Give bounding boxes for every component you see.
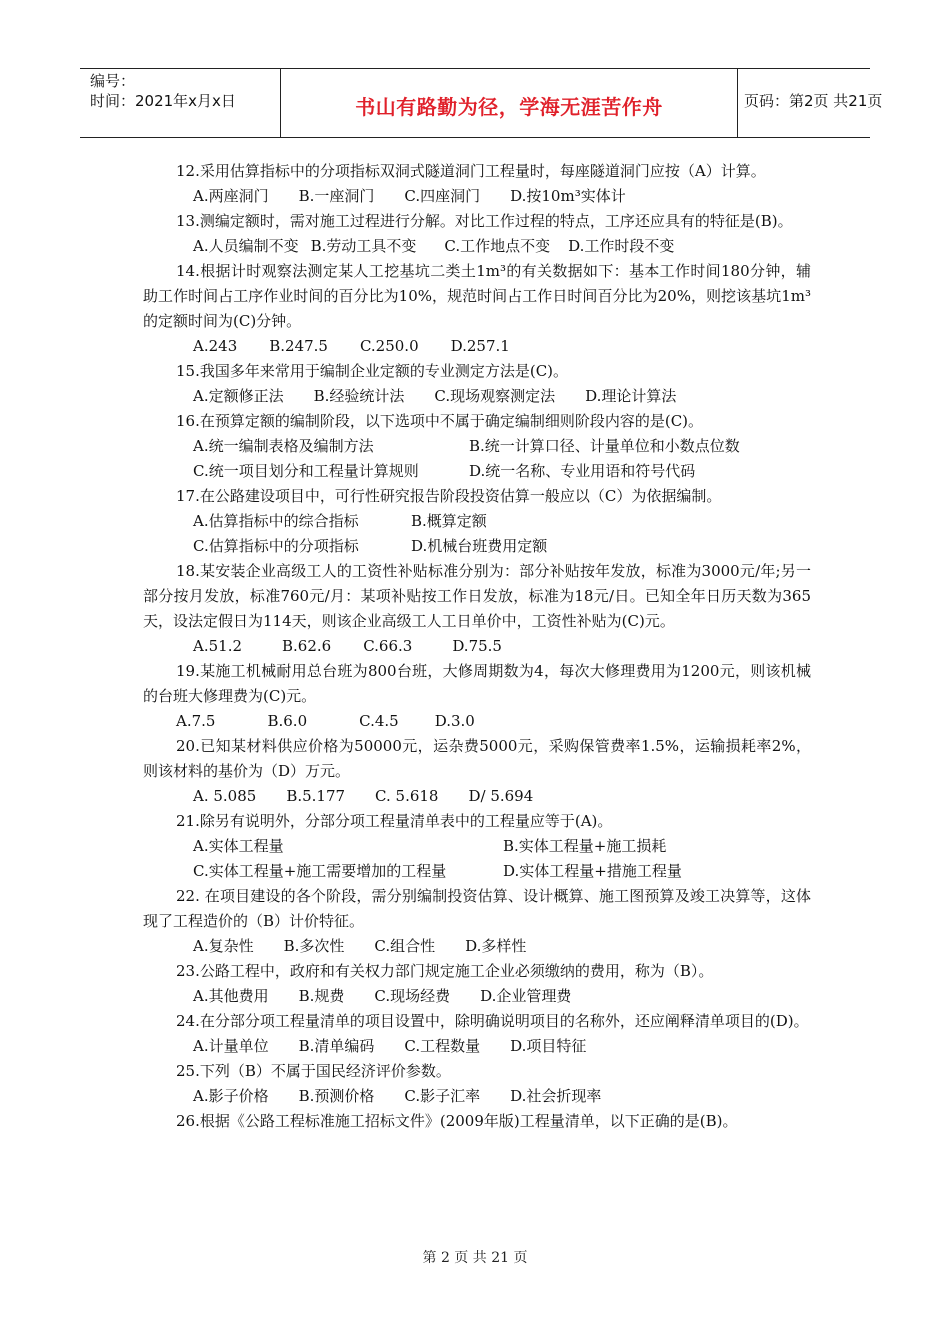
option: D.理论计算法 [585,387,677,405]
option: B.实体工程量+施工损耗 [503,837,667,855]
options-15 [143,384,811,409]
option: A.统一编制表格及编制方法 [193,437,374,455]
question-13: 13.测编定额时，需对施工过程进行分解。对比工作过程的特点，工序还应具有的特征是(B)。 [176,212,793,230]
option: A.实体工程量 [193,837,284,855]
page-header [80,68,883,138]
options-16-row1 [143,434,811,459]
option: B.统一计算口径、计量单位和小数点位数 [469,437,740,455]
option: A.51.2 [193,637,242,655]
motto: 书山有路勤为径，学海无涯苦作舟 [355,95,663,119]
question-25: 25.下列（B）不属于国民经济评价参数。 [176,1062,451,1080]
option: C.250.0 [359,337,419,355]
question-16: 16.在预算定额的编制阶段，以下选项中不属于确定编制细则阶段内容的是(C)。 [176,412,704,430]
option: A.影子价格 [193,1087,269,1105]
question-14: 14.根据计时观察法测定某人工挖基坑二类土1m³的有关数据如下：基本工作时间180分钟，辅助工作时间占工序作业时间的百分比为10%，规范时间占工作日时间百分比为20%，则挖该基坑1m³的定额时间为(C)分钟。 [143,262,811,330]
option: C.统一项目划分和工程量计算规则 [193,462,419,480]
option: B.经验统计法 [313,387,405,405]
option: B.劳动工具不变 [310,237,417,255]
option: C.66.3 [363,637,413,655]
option: D.75.5 [452,637,502,655]
question-24: 24.在分部分项工程量清单的项目设置中，除明确说明项目的名称外，还应阐释清单项目的(D)。 [176,1012,809,1030]
options-18 [143,634,811,659]
options-14 [143,334,811,359]
date-label: 时间：2021年x月x日 [90,92,236,110]
option: D.项目特征 [510,1037,587,1055]
question-12: 12.采用估算指标中的分项指标双洞式隧道洞门工程量时，每座隧道洞门应按（A）计算。 [176,162,766,180]
option: B.62.6 [282,637,332,655]
option: C. 5.618 [375,787,439,805]
option: D.企业管理费 [480,987,572,1005]
question-17: 17.在公路建设项目中，可行性研究报告阶段投资估算一般应以（C）为依据编制。 [176,487,722,505]
question-21: 21.除另有说明外，分部分项工程量清单表中的工程量应等于(A)。 [176,812,613,830]
options-12 [143,184,811,209]
option: D.工作时段不变 [568,237,675,255]
option: D.统一名称、专业用语和符号代码 [469,462,696,480]
options-17-row1 [143,509,811,534]
options-25 [143,1084,811,1109]
option: A. 5.085 [193,787,257,805]
options-22 [143,934,811,959]
option: A.243 [193,337,238,355]
option: B.规费 [298,987,345,1005]
option: A.人员编制不变 [193,237,299,255]
header-meta [80,69,280,137]
option: B.6.0 [267,712,308,730]
option: C.现场经费 [374,987,451,1005]
question-22: 22. 在项目建设的各个阶段，需分别编制投资估算、设计概算、施工图预算及竣工决算等，这体现了工程造价的（B）计价特征。 [143,887,811,930]
option: D.多样性 [465,937,527,955]
option: A.估算指标中的综合指标 [193,512,359,530]
options-24 [143,1034,811,1059]
option: B.清单编码 [298,1037,375,1055]
option: B.多次性 [283,937,345,955]
option: B.概算定额 [411,512,487,530]
option: B.一座洞门 [298,187,375,205]
page-footer: 第 2 页 共 21 页 [422,1250,528,1266]
option: C.4.5 [359,712,399,730]
option: C.影子汇率 [404,1087,481,1105]
options-16-row2 [143,459,811,484]
option: B.247.5 [269,337,328,355]
option: D/ 5.694 [468,787,534,805]
option: C.实体工程量+施工需要增加的工程量 [193,862,447,880]
question-20: 20.已知某材料供应价格为50000元，运杂费5000元，采购保管费率1.5%，运输损耗率2%，则该材料的基价为（D）万元。 [143,737,811,780]
question-list [143,159,811,1134]
option: D.机械台班费用定额 [411,537,548,555]
option: B.5.177 [286,787,346,805]
question-23: 23.公路工程中，政府和有关权力部门规定施工企业必须缴纳的费用，称为（B）。 [176,962,714,980]
options-17-row2 [143,534,811,559]
question-26: 26.根据《公路工程标准施工招标文件》(2009年版)工程量清单，以下正确的是(B)。 [176,1112,738,1130]
header-motto-cell [280,69,738,137]
option: A.复杂性 [193,937,254,955]
option: D.3.0 [434,712,475,730]
option: C.现场观察测定法 [434,387,556,405]
question-15: 15.我国多年来常用于编制企业定额的专业测定方法是(C)。 [176,362,569,380]
options-20 [143,784,811,809]
options-13 [143,234,811,259]
option: C.工作地点不变 [444,237,551,255]
option: D.257.1 [450,337,510,355]
question-19: 19.某施工机械耐用总台班为800台班，大修周期数为4，每次大修理费用为1200元，则该机械的台班大修理费为(C)元。 [143,662,811,705]
header-page-cell [736,69,883,137]
option: C.组合性 [374,937,436,955]
option: A.7.5 [176,712,216,730]
option: A.计量单位 [193,1037,269,1055]
option: C.四座洞门 [404,187,481,205]
option: C.估算指标中的分项指标 [193,537,359,555]
options-23 [143,984,811,1009]
options-21-row1 [143,834,811,859]
options-19 [143,709,811,734]
option: A.其他费用 [193,987,269,1005]
page-label: 页码：第2页 共21页 [744,92,883,110]
number-label: 编号： [90,72,136,90]
question-18: 18.某安装企业高级工人的工资性补贴标准分别为：部分补贴按年发放，标准为3000元/年;另一部分按月发放，标准760元/月：某项补贴按工作日发放，标准为18元/日。已知全年日历天数为365天，设法定假日为114天，则该企业高级工人工日单价中，工资性补贴为(C)元。 [143,562,811,630]
option: D.社会折现率 [510,1087,602,1105]
option: D.按10m³实体计 [510,187,626,205]
option: D.实体工程量+措施工程量 [503,862,682,880]
option: B.预测价格 [298,1087,375,1105]
option: C.工程数量 [404,1037,481,1055]
option: A.定额修正法 [193,387,284,405]
options-21-row2 [143,859,811,884]
option: A.两座洞门 [193,187,269,205]
